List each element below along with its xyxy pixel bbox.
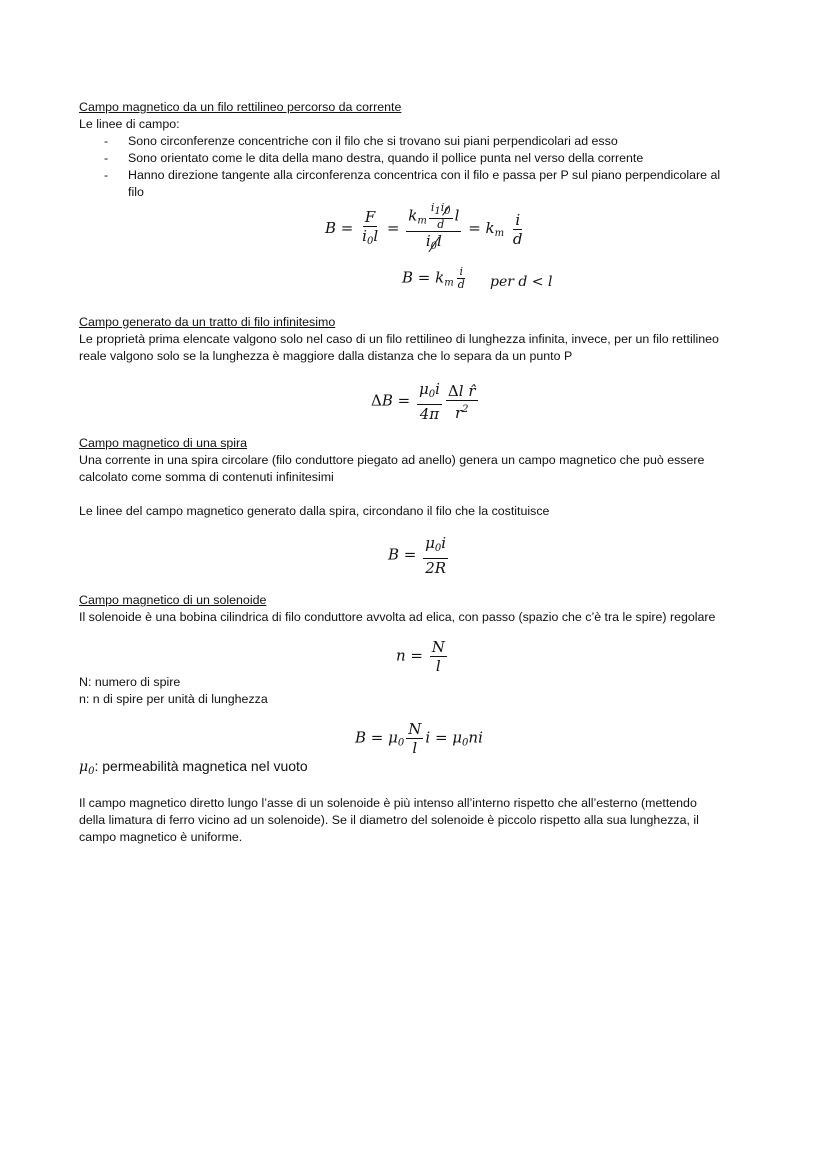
paragraph-line: Le proprietà prima elencate valgono solo nel caso di un filo rettilineo di lunghezza infinita, invece, per un filo rettilineo: [79, 332, 719, 346]
bullet-item: Sono circonferenze concentriche con il filo che si trovano sui piani perpendicolari ad esso: [128, 134, 618, 148]
bullet-item: Sono orientato come le dita della mano destra, quando il pollice punta nel verso della corrente: [128, 151, 644, 165]
formula-condition: per d < l: [490, 274, 553, 290]
definition-line: n: n di spire per unità di lunghezza: [79, 692, 268, 706]
definition-line: N: numero di spire: [79, 675, 181, 689]
field-lines-intro: Le linee di campo:: [79, 117, 180, 131]
formula-biot-savart: ΔB = $\frac{\mu_0i}{4\pi}$ $\frac{\text{Δl r̂}}{r^2}$: [371, 380, 476, 423]
section-title-infinitesimal: Campo generato da un tratto di filo infinitesimo: [79, 315, 336, 329]
paragraph-line: reale valgono solo se la lunghezza è maggiore dalla distanza che lo separa da un punto P: [79, 349, 573, 363]
paragraph-line: Il campo magnetico diretto lungo l’asse di un solenoide è più intenso all’interno rispetto che all’esterno (mettendo: [79, 796, 697, 810]
formula-turn-density: n = $\frac{N}{l}$: [396, 638, 445, 675]
bullet-item-continuation: filo: [128, 185, 144, 199]
paragraph-line: Il solenoide è una bobina cilindrica di filo conduttore avvolta ad elica, con passo (spazio che c’è tra le spire) regolare: [79, 610, 716, 624]
formula-wire-field-derivation: B = $\frac{F}{i_0l}$ = $k_m$ $\frac{i_1i_0}{d}$ l $i_0l$ = $k_m$ $\frac{i}{d}$: [325, 202, 527, 256]
paragraph-line: campo magnetico è uniforme.: [79, 830, 243, 844]
bullet-item: Hanno direzione tangente alla circonferenza concentrica con il filo e passa per P sul piano perpendicolare al: [128, 168, 721, 182]
section-title-straight-wire: Campo magnetico da un filo rettilineo percorso da corrente: [79, 100, 402, 114]
section-title-loop: Campo magnetico di una spira: [79, 436, 248, 450]
paragraph-line: Le linee del campo magnetico generato dalla spira, circondano il filo che la costituisce: [79, 504, 550, 518]
paragraph-line: calcolato come somma di contenuti infinitesimi: [79, 470, 334, 484]
paragraph-line: della limatura di ferro vicino ad un solenoide). Se il diametro del solenoide è piccolo rispetto alla sua lunghezza, il: [79, 813, 699, 827]
formula-wire-field: $B = k_m$ $\frac{i}{d}$: [402, 265, 465, 291]
paragraph-line: Una corrente in una spira circolare (filo conduttore piegato ad anello) genera un campo magnetico che può essere: [79, 453, 705, 467]
formula-solenoid-field: $B = \mu_0$ $\frac{N}{l}$ $i = \mu_0ni$: [355, 720, 483, 757]
bullet-dash-icon: -: [104, 134, 109, 148]
formula-loop-field: B = $\frac{\mu_0i}{2R}$: [388, 534, 447, 577]
section-title-solenoid: Campo magnetico di un solenoide: [79, 593, 267, 607]
bullet-dash-icon: -: [104, 151, 109, 165]
mu0-definition: $\mu_0$: permeabilità magnetica nel vuoto: [79, 758, 308, 777]
bullet-dash-icon: -: [104, 168, 109, 182]
